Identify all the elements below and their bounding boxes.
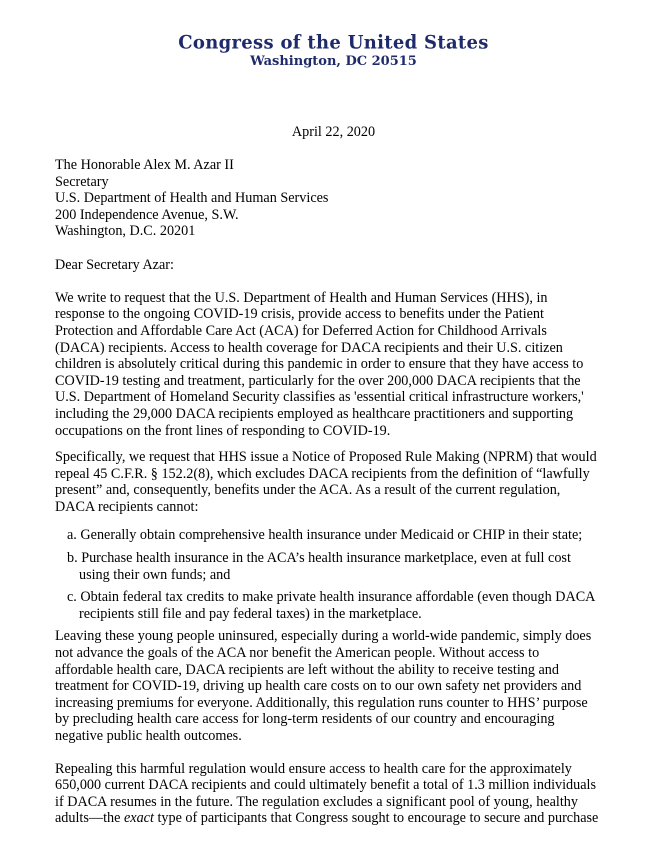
recipient-name: The Honorable Alex M. Azar II [55,157,234,173]
list-item [55,527,600,544]
letterhead-title: Congress of the United States [178,31,489,54]
list-item [55,589,600,622]
list-item-text: Obtain federal tax credits to make private health insurance affordable (even though DACA recipients still file and pay federal taxes) in the marketplace. [79,589,595,622]
recipient-city: Washington, D.C. 20201 [55,223,196,240]
recipient-street: 200 Independence Avenue, S.W. [55,206,239,223]
list-marker: b. [67,550,78,567]
paragraph-request: Specifically, we request that HHS issue a Notice of Proposed Rule Making (NPRM) that would repeal 45 C.F.R. § 152.2(8), which excludes DACA recipients from the definition of “lawfully present” and, consequently, benefits under the ACA. As a result of the current regulation, DACA recipients cannot: [55,449,597,515]
letterhead [0,32,667,70]
paragraph-repeal-text-1: Repealing this harmful regulation would ensure access to health care for the approximately 650,000 current DACA recipients and could ultimately benefit a total of 1.3 million individuals if DACA resumes in the future. The regulation excludes a significant pool of young, healthy adults—the [55,760,596,827]
list-item-text: Generally obtain comprehensive health insurance under Medicaid or CHIP in their state; [80,527,583,544]
list-marker: c. [67,589,77,606]
letter-date: April 22, 2020 [291,124,376,140]
restrictions-list [55,527,600,622]
paragraph-repeal [55,761,600,827]
paragraph-repeal-text-2: type of participants that Congress sought to encourage to secure and purchase [153,810,599,827]
list-item-text: Purchase health insurance in the ACA’s health insurance marketplace, even at full cost using their own funds; and [79,550,571,583]
recipient-department: U.S. Department of Health and Human Services [55,190,329,207]
paragraph-intro: We write to request that the U.S. Department of Health and Human Services (HHS), in response to the ongoing COVID-19 crisis, provide access to benefits under the Patient Protection and Affordable Care Act (ACA) for Deferred Action for Childhood Arrivals (DACA) recipients. Access to health coverage for DACA recipients and their U.S. citizen children is absolutely critical during this pandemic in order to ensure that they have access to COVID-19 testing and treatment, particularly for the over 200,000 DACA recipients that the U.S. Department of Homeland Security classifies as 'essential critical infrastructure workers,' including the 29,000 DACA recipients employed as healthcare practitioners and supporting occupations on the front lines of responding to COVID-19. [55,289,584,439]
paragraph-impact: Leaving these young people uninsured, especially during a world-wide pandemic, simply does not advance the goals of the ACA nor benefit the American people. Without access to affordable health care, DACA recipients are left without the ability to receive testing and treatment for COVID-19, driving up health care costs on to our own safety net providers and increasing premiums for everyone. Additionally, this regulation runs counter to HHS’ purpose by precluding health care access for long-term residents of our country and encouraging negative public health outcomes. [55,628,592,744]
list-marker: a. [67,527,77,544]
paragraph-repeal-emphasis: exact [123,810,154,827]
list-item [55,550,600,583]
recipient-address [55,157,600,240]
letterhead-subtitle: Washington, DC 20515 [250,54,417,69]
letter-body [55,157,600,843]
salutation: Dear Secretary Azar: [55,256,174,273]
recipient-title: Secretary [55,173,109,190]
